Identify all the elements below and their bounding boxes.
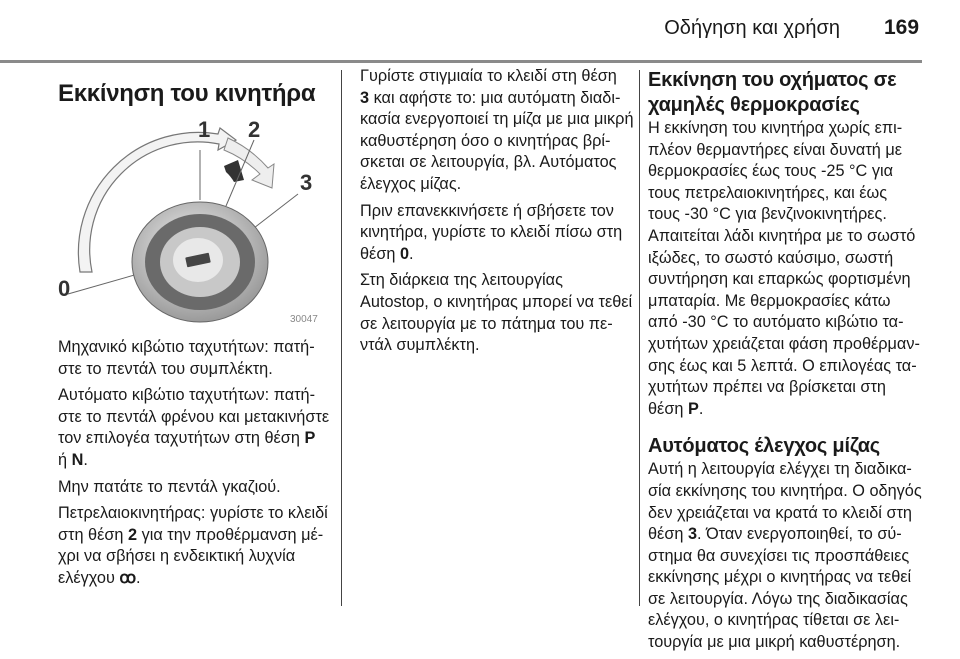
text-line <box>58 477 333 499</box>
text-line <box>360 174 630 196</box>
text-segment: Μηχανικό κιβώτιο ταχυτήτων: πατή- <box>58 338 315 356</box>
text-line <box>360 222 630 244</box>
text-segment: Στη διάρκεια της λειτουργίας <box>360 271 563 290</box>
text-segment: Πετρελαιοκινητήρας: γυρίστε το κλειδί <box>58 504 328 523</box>
text-line <box>58 503 333 525</box>
paragraph <box>360 270 633 356</box>
text-segment: σία εκκίνησης του κινητήρα. Ο οδηγός <box>648 481 922 500</box>
paragraph <box>360 66 634 196</box>
text-line <box>648 546 928 568</box>
section-heading: Εκκίνηση του κινητήρα <box>58 80 316 107</box>
text-line <box>648 183 928 205</box>
text-segment: . <box>135 568 141 587</box>
text-segment: Autostop, ο κινητήρας μπορεί να τεθεί <box>360 292 633 311</box>
text-segment: . <box>409 244 414 263</box>
section-title: Οδήγηση και χρήση <box>664 17 840 39</box>
text-line <box>648 204 928 226</box>
paragraph <box>360 201 630 266</box>
text-segment: μπαταρία. Με θερμοκρασίες κάτω <box>648 291 891 310</box>
text-line <box>648 356 928 378</box>
subheading-auto-starter <box>648 434 928 459</box>
text-segment: έλεγχος μίζας. <box>360 174 462 193</box>
text-segment: στη θέση <box>58 525 128 544</box>
figure-id: 30047 <box>290 314 318 325</box>
ignition-switch-diagram <box>58 110 328 325</box>
text-segment: ή <box>58 450 72 469</box>
text-segment: πλέον θερμαντήρες είναι δυνατή με <box>648 140 902 159</box>
text-segment: καθυστέρηση όσο ο κινητήρας βρί- <box>360 131 611 150</box>
bold-term: 0 <box>399 244 410 263</box>
bold-term: N <box>71 450 84 469</box>
text-line <box>648 118 928 140</box>
left-column-text <box>58 337 333 595</box>
text-line <box>648 269 928 291</box>
paragraph <box>648 118 928 420</box>
middle-column-text <box>360 66 634 362</box>
text-segment: δεν χρειάζεται να κρατά το κλειδί στη <box>648 503 912 522</box>
bold-term: P <box>687 399 699 418</box>
text-line <box>648 377 928 399</box>
text-line <box>360 152 630 174</box>
text-line <box>58 385 333 407</box>
text-segment: . <box>83 450 88 469</box>
text-line <box>360 314 630 336</box>
header-divider <box>0 60 922 63</box>
subheading-cold-start <box>648 68 928 118</box>
text-line <box>58 450 333 472</box>
text-segment: ντάλ συμπλέκτη. <box>360 336 480 355</box>
text-segment: Πριν επανεκκινήσετε ή σβήσετε τον <box>360 201 614 220</box>
text-segment: θερμοκρασίες έως τους -25 °C για <box>648 162 894 181</box>
position-label: 1 <box>198 117 211 142</box>
text-segment: θέση <box>360 244 400 263</box>
text-segment: θέση <box>648 525 688 544</box>
text-segment: συντήρηση και επαρκώς φορτισμένη <box>648 270 911 289</box>
bold-term: ꝏ <box>119 568 136 587</box>
text-line <box>58 359 333 381</box>
text-line <box>648 161 928 183</box>
text-line <box>58 525 333 547</box>
text-line <box>360 292 633 314</box>
text-line <box>58 568 333 590</box>
position-label: 3 <box>300 170 313 195</box>
text-line <box>648 399 928 421</box>
text-segment: Αυτόματο κιβώτιο ταχυτήτων: πατή- <box>58 386 316 405</box>
text-segment: σε λειτουργία με το πάτημα του πε- <box>360 314 613 333</box>
text-segment: σκεται σε λειτουργία, βλ. Αυτόματος <box>360 153 617 172</box>
text-segment: τον επιλογέα ταχυτήτων στη θέση <box>58 429 305 448</box>
paragraph <box>58 337 333 380</box>
position-label: 0 <box>58 276 71 301</box>
text-segment: σης έως και 5 λεπτά. Ο επιλογέας τα- <box>648 356 917 375</box>
paragraph <box>58 385 333 471</box>
text-segment: στε το πεντάλ φρένου και μετακινήστε <box>58 407 330 426</box>
text-line <box>360 270 630 292</box>
right-column-text <box>648 68 928 659</box>
text-segment: ιξώδες, το σωστό καύσιμο, σωστή <box>648 248 894 267</box>
text-segment: . Όταν ενεργοποιηθεί, το σύ- <box>697 525 902 544</box>
text-line <box>58 407 333 429</box>
text-segment: Απαιτείται λάδι κινητήρα με το σωστό <box>648 226 916 245</box>
heading-line: Εκκίνηση του οχήματος σε <box>648 69 897 91</box>
text-segment: . <box>698 399 704 418</box>
text-segment: Αυτή η λειτουργία ελέγχει τη διαδικα- <box>648 460 912 479</box>
text-line <box>648 610 928 632</box>
text-line <box>360 201 630 223</box>
heading-line: Αυτόματος έλεγχος μίζας <box>648 435 881 458</box>
text-line <box>360 335 630 357</box>
text-line <box>648 481 928 503</box>
text-line <box>648 503 928 525</box>
text-line <box>648 459 928 481</box>
text-segment: ελέγχου, ο κινητήρας τίθεται σε λει- <box>648 611 900 630</box>
text-segment: Γυρίστε στιγμιαία το κλειδί στη θέση <box>360 67 617 85</box>
text-segment: στε το πεντάλ του συμπλέκτη. <box>58 359 273 378</box>
text-segment: χρι να σβήσει η ενδεικτική λυχνία <box>58 547 296 566</box>
column-divider <box>639 70 640 606</box>
bold-term: P <box>304 429 316 448</box>
text-segment: ελέγχου <box>58 568 120 587</box>
paragraph <box>58 477 333 499</box>
column-divider <box>341 70 342 606</box>
text-line <box>648 589 928 611</box>
text-segment: από -30 °C το αυτόματο κιβώτιο τα- <box>648 313 904 332</box>
text-segment: στημα θα συνεχίσει τις προσπάθειες <box>648 546 910 565</box>
text-segment: χυτήτων πρέπει να βρίσκεται στη <box>648 378 886 397</box>
text-segment: θέση <box>648 399 688 418</box>
text-line <box>360 131 630 153</box>
text-line <box>648 291 928 313</box>
cold-start-text <box>648 118 928 420</box>
text-segment: Μην πατάτε το πεντάλ γκαζιού. <box>58 477 281 496</box>
text-line <box>648 312 928 334</box>
bold-term: 3 <box>687 525 698 544</box>
paragraph <box>648 459 928 653</box>
bold-term: 2 <box>128 525 138 544</box>
paragraph <box>58 503 333 589</box>
text-line <box>648 140 928 162</box>
text-line <box>58 337 333 359</box>
text-line <box>648 226 928 248</box>
text-segment: κασία ενεργοποιεί τη μίζα με μια μικρή <box>360 110 634 129</box>
text-line <box>648 248 928 270</box>
text-segment: τους -30 °C για βενζινοκινητήρες. <box>648 205 887 224</box>
text-line <box>360 109 634 131</box>
text-line <box>58 546 333 568</box>
auto-starter-text <box>648 459 928 653</box>
text-segment: σε λειτουργία. Λόγω της διαδικασίας <box>648 589 908 608</box>
text-segment: και αφήστε το: μια αυτόματη διαδι- <box>369 88 621 107</box>
heading-line: χαμηλές θερμοκρασίες <box>648 94 860 116</box>
text-segment: εκκίνησης μέχρι ο κινητήρας να τεθεί <box>648 568 912 587</box>
text-line <box>360 88 630 110</box>
text-line <box>648 334 928 356</box>
text-segment: χυτήτων χρειάζεται φάση προθέρμαν- <box>648 334 920 353</box>
page-number: 169 <box>884 16 920 39</box>
text-line <box>648 632 928 654</box>
text-line <box>58 428 333 450</box>
text-segment: τουργία με μια μικρή καθυστέρηση. <box>648 633 901 652</box>
text-segment: κινητήρα, γυρίστε το κλειδί πίσω στη <box>360 223 623 242</box>
text-line <box>648 524 928 546</box>
text-segment: για την προθέρμανση μέ- <box>137 525 324 544</box>
text-line <box>648 567 928 589</box>
text-segment: Η εκκίνηση του κινητήρα χωρίς επι- <box>648 119 903 137</box>
text-line <box>360 66 630 88</box>
text-line <box>360 244 630 266</box>
position-label: 2 <box>248 117 261 142</box>
bold-term: 3 <box>360 88 370 107</box>
text-segment: τους πετρελαιοκινητήρες, και έως <box>648 183 888 202</box>
